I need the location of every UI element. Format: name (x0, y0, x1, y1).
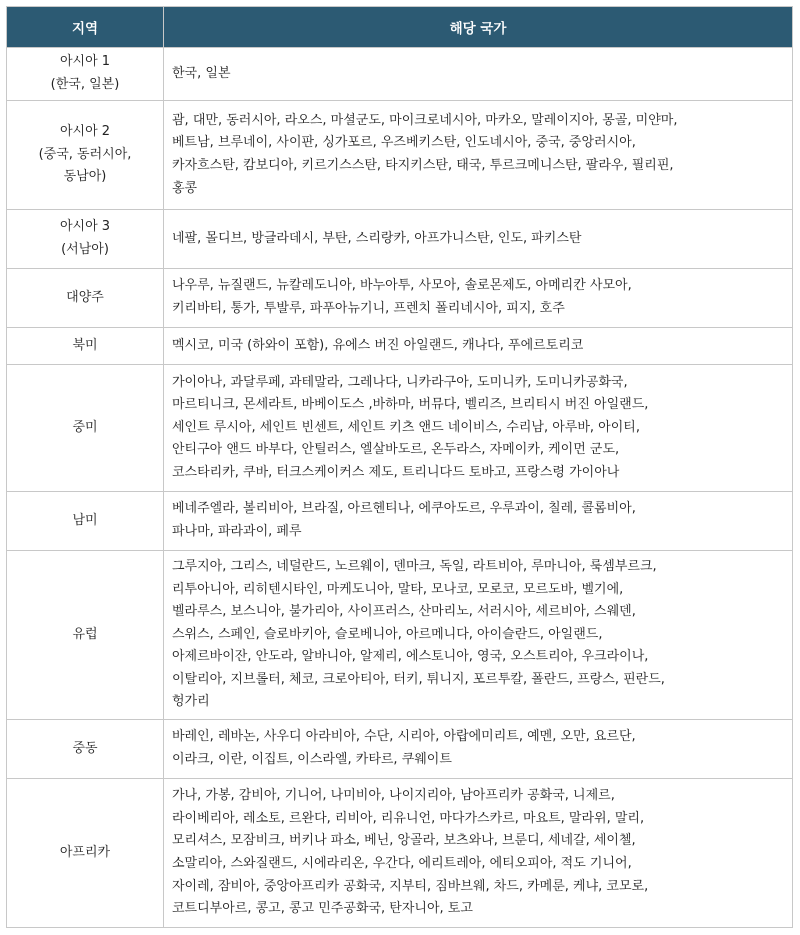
table-row (7, 779, 793, 928)
countries-line: 벨라루스, 보스니아, 불가리아, 사이프러스, 산마리노, 서러시아, 세르비아, 스웨덴, (172, 604, 636, 620)
region-column-header: 지역 (7, 7, 164, 48)
region-label-line: 중미 (72, 419, 98, 435)
countries-line: 아제르바이잔, 안도라, 알바니아, 알제리, 에스토니아, 영국, 오스트리아, 우크라이나, (172, 649, 649, 665)
table-row (7, 365, 793, 492)
region-label-line: 대양주 (66, 289, 104, 305)
region-label-line: (중국, 동러시아, (38, 146, 132, 162)
countries-line: 한국, 일본 (172, 65, 231, 81)
region-cell (7, 210, 164, 269)
countries-line: 라이베리아, 레소토, 르완다, 리비아, 리유니언, 마다가스카르, 마요트, 말라위, 말리, (172, 810, 645, 826)
countries-line: 리투아니아, 리히텐시타인, 마케도니아, 말타, 모나코, 모로코, 모르도바, 벨기에, (172, 581, 624, 597)
countries-line: 홍콩 (172, 180, 198, 196)
countries-column-header: 해당 국가 (164, 7, 793, 48)
countries-line: 베트남, 브루네이, 사이판, 싱가포르, 우즈베키스탄, 인도네시아, 중국, 중앙러시아, (172, 135, 636, 151)
table-row (7, 492, 793, 551)
region-cell (7, 492, 164, 551)
table-row (7, 551, 793, 720)
countries-line: 자이레, 잠비아, 중앙아프리카 공화국, 지부티, 짐바브웨, 차드, 카메룬, 케냐, 코모로, (172, 878, 649, 894)
countries-line: 소말리아, 스와질랜드, 시에라리온, 우간다, 에리트레아, 에티오피아, 적도 기니어, (172, 856, 632, 871)
region-label-line: 중동 (72, 740, 98, 756)
countries-line: 카자흐스탄, 캄보디아, 키르기스스탄, 타지키스탄, 태국, 투르크메니스탄, 팔라우, 필리핀, (172, 158, 674, 173)
countries-line: 헝가리 (172, 694, 210, 710)
countries-line: 가이아나, 과달루페, 과테말라, 그레나다, 니카라구아, 도미니카, 도미니카공화국, (172, 374, 628, 390)
countries-cell (164, 720, 793, 779)
countries-line: 그루지아, 그리스, 네덜란드, 노르웨이, 덴마크, 독일, 라트비아, 루마니아, 룩셈부르크, (172, 558, 657, 574)
region-label-line: (한국, 일본) (50, 77, 120, 92)
countries-cell (164, 48, 793, 101)
region-label-line: 아시아 2 (59, 124, 111, 140)
region-label-line: 남미 (72, 512, 98, 528)
countries-line: 안티구아 앤드 바부다, 안틸러스, 엘살바도르, 온두라스, 자메이카, 케이먼 군도, (172, 442, 620, 458)
countries-line: 나우루, 뉴질랜드, 뉴칼레도니아, 바누아투, 사모아, 솔로몬제도, 아메리칸 사모아, (172, 278, 632, 294)
table-header-row (7, 7, 793, 48)
countries-cell (164, 365, 793, 492)
countries-line: 네팔, 몰디브, 방글라데시, 부탄, 스리랑카, 아프가니스탄, 인도, 파키스탄 (172, 230, 582, 246)
region-cell (7, 720, 164, 779)
countries-line: 바레인, 레바논, 사우디 아라비아, 수단, 시리아, 아랍에미리트, 예멘, 오만, 요르단, (172, 729, 636, 745)
region-label-line: 아시아 3 (59, 219, 111, 235)
region-cell (7, 779, 164, 928)
country-region-table (6, 6, 793, 928)
countries-cell (164, 779, 793, 928)
countries-cell (164, 269, 793, 328)
countries-cell (164, 551, 793, 720)
region-cell (7, 48, 164, 101)
countries-line: 코스타리카, 쿠바, 터크스케이커스 제도, 트리니다드 토바고, 프랑스령 가이아나 (172, 464, 620, 480)
region-label-line: 아시아 1 (59, 54, 111, 70)
countries-line: 모리셔스, 모잠비크, 버키나 파소, 베닌, 앙골라, 보츠와나, 브룬디, 세네갈, 세이첼, (172, 833, 636, 849)
countries-line: 이라크, 이란, 이집트, 이스라엘, 카타르, 쿠웨이트 (172, 752, 452, 767)
countries-line: 코트디부아르, 콩고, 콩고 민주공화국, 탄자니아, 토고 (172, 901, 473, 917)
countries-line: 키리바티, 통가, 투발루, 파푸아뉴기니, 프렌치 폴리네시아, 피지, 호주 (172, 301, 565, 316)
region-cell (7, 551, 164, 720)
region-cell (7, 365, 164, 492)
region-cell (7, 101, 164, 210)
countries-line: 세인트 루시아, 세인트 빈센트, 세인트 키츠 앤드 네이비스, 수리남, 아루바, 아이티, (172, 419, 640, 435)
region-label-line: 아프리카 (59, 844, 111, 860)
countries-cell (164, 328, 793, 365)
countries-line: 베네주엘라, 볼리비아, 브라질, 아르헨티나, 에쿠아도르, 우루과이, 칠레, 콜롬비아, (172, 501, 636, 517)
region-cell (7, 269, 164, 328)
region-cell (7, 328, 164, 365)
countries-cell (164, 101, 793, 210)
countries-line: 파나마, 파라과이, 페루 (172, 524, 302, 539)
table-row (7, 101, 793, 210)
region-label-line: 북미 (72, 337, 98, 353)
countries-line: 가나, 가봉, 감비아, 기니어, 나미비아, 나이지리아, 남아프리카 공화국, 니제르, (172, 788, 615, 804)
countries-line: 마르티니크, 몬세라트, 바베이도스 ,바하마, 버뮤다, 벨리즈, 브리티시 버진 아일랜드, (172, 397, 649, 413)
countries-cell (164, 492, 793, 551)
table-row (7, 720, 793, 779)
countries-line: 멕시코, 미국 (하와이 포함), 유에스 버진 아일랜드, 캐나다, 푸에르토리코 (172, 337, 584, 353)
countries-cell (164, 210, 793, 269)
countries-line: 이탈리아, 지브롤터, 체코, 크로아티아, 터키, 튀니지, 포르투칼, 폴란드, 프랑스, 핀란드, (172, 671, 665, 687)
countries-line: 괌, 대만, 동러시아, 라오스, 마셜군도, 마이크로네시아, 마카오, 말레이지아, 몽골, 미얀마, (172, 112, 678, 128)
region-label-line: 유럽 (72, 626, 98, 642)
table-row (7, 210, 793, 269)
table-row (7, 328, 793, 365)
table-row (7, 48, 793, 101)
region-label-line: (서남아) (61, 242, 109, 257)
countries-line: 스위스, 스페인, 슬로바키아, 슬로베니아, 아르메니다, 아이슬란드, 아일랜드, (172, 626, 603, 642)
table-row (7, 269, 793, 328)
region-label-line: 동남아) (63, 169, 107, 185)
